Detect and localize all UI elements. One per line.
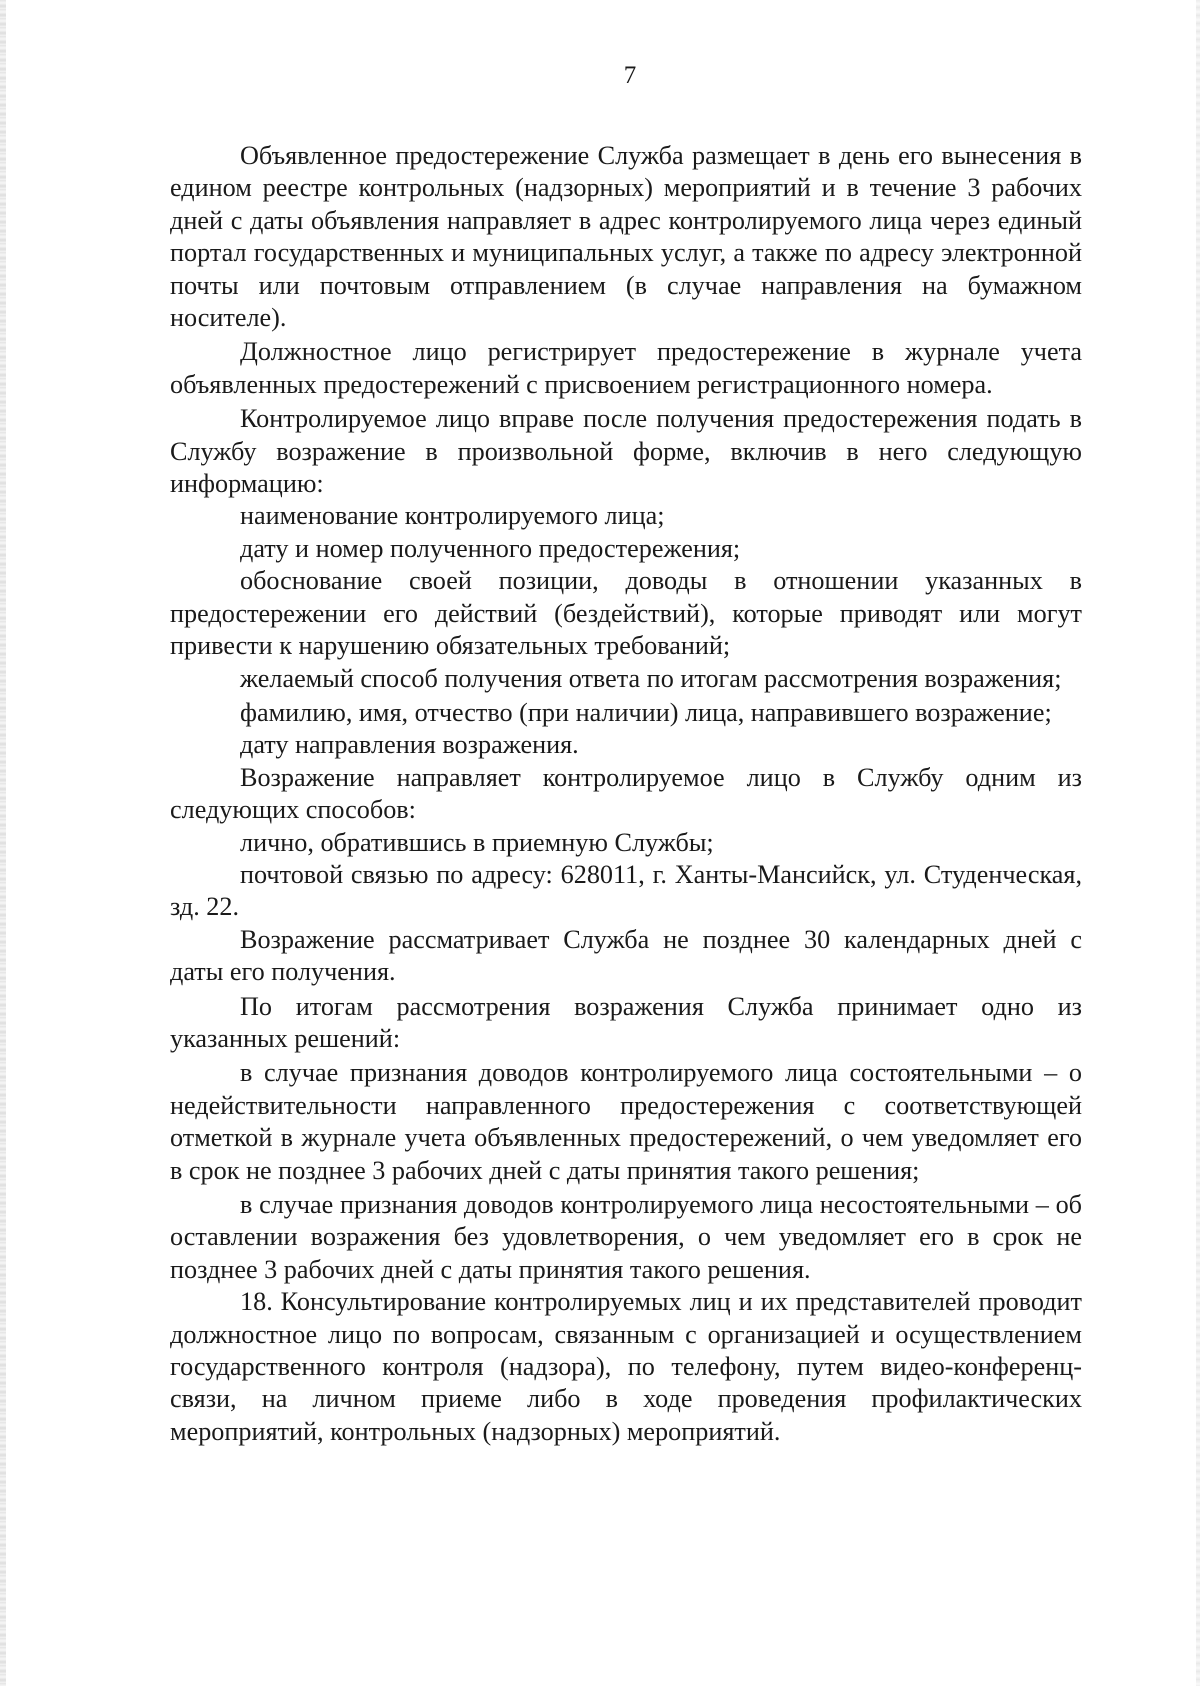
list-item-postal: почтовой связью по адресу: 628011, г. Ханты-Мансийск, ул. Студенческая, зд. 22.	[170, 859, 1082, 922]
list-item-in-person: лично, обратившись в приемную Службы;	[240, 827, 714, 857]
scan-edge-left	[0, 0, 6, 1686]
list-item-date-number: дату и номер полученного предостережения;	[240, 533, 741, 563]
paragraph-consultation: 18. Консультирование контролируемых лиц и их представителей проводит должностное лицо по вопросам, связанным с организацией и осуществлением государственного контроля (надзора), по телефону, путем видео-конференц-связи, на личном приеме либо в ходе проведения профилактических мероприятий, контрольных (надзорных) мероприятий.	[170, 1287, 1082, 1446]
list-item-full-name: фамилию, имя, отчество (при наличии) лица, направившего возражение;	[240, 697, 1052, 727]
list-item-name: наименование контролируемого лица;	[240, 501, 665, 531]
document-body	[170, 140, 1082, 1448]
list-item-objection-accepted: в случае признания доводов контролируемого лица состоятельными – о недействительности направленного предостережения с соответствующей отметкой в журнале учета объявленных предостережений, о чем уведомляет его в срок не позднее 3 рабочих дней с даты принятия такого решения;	[170, 1058, 1082, 1185]
paragraph-warning-publication: Объявленное предостережение Служба размещает в день его вынесения в едином реестре контрольных (надзорных) мероприятий и в течение 3 рабочих дней с даты объявления направляет в адрес контролируемого лица через единый портал государственных и муниципальных услуг, а также по адресу электронной почты или почтовым отправлением (в случае направления на бумажном носителе).	[170, 141, 1082, 333]
list-item-response-method: желаемый способ получения ответа по итогам рассмотрения возражения;	[240, 663, 1062, 693]
scan-edge-right	[1196, 0, 1200, 1686]
paragraph-warning-registration: Должностное лицо регистрирует предостережение в журнале учета объявленных предостережений с присвоением регистрационного номера.	[170, 337, 1082, 399]
paragraph-review-term: Возражение рассматривает Служба не позднее 30 календарных дней с даты его получения.	[170, 924, 1082, 987]
list-item-justification: обоснование своей позиции, доводы в отношении указанных в предостережении его действий (бездействий), которые приводят или могут привести к нарушению обязательных требований;	[170, 566, 1082, 661]
paragraph-objection-methods: Возражение направляет контролируемое лицо в Службу одним из следующих способов:	[170, 762, 1082, 825]
paragraph-review-outcome: По итогам рассмотрения возражения Служба принимает одно из указанных решений:	[170, 991, 1082, 1053]
list-item-objection-rejected: в случае признания доводов контролируемого лица несостоятельными – об оставлении возражения без удовлетворения, о чем уведомляет его в срок не позднее 3 рабочих дней с даты принятия такого решения.	[170, 1190, 1082, 1284]
paragraph-objection-right: Контролируемое лицо вправе после получения предостережения подать в Службу возражение в произвольной форме, включив в него следующую информацию:	[170, 404, 1082, 499]
list-item-objection-date: дату направления возражения.	[240, 730, 579, 760]
page-number: 7	[623, 62, 637, 89]
